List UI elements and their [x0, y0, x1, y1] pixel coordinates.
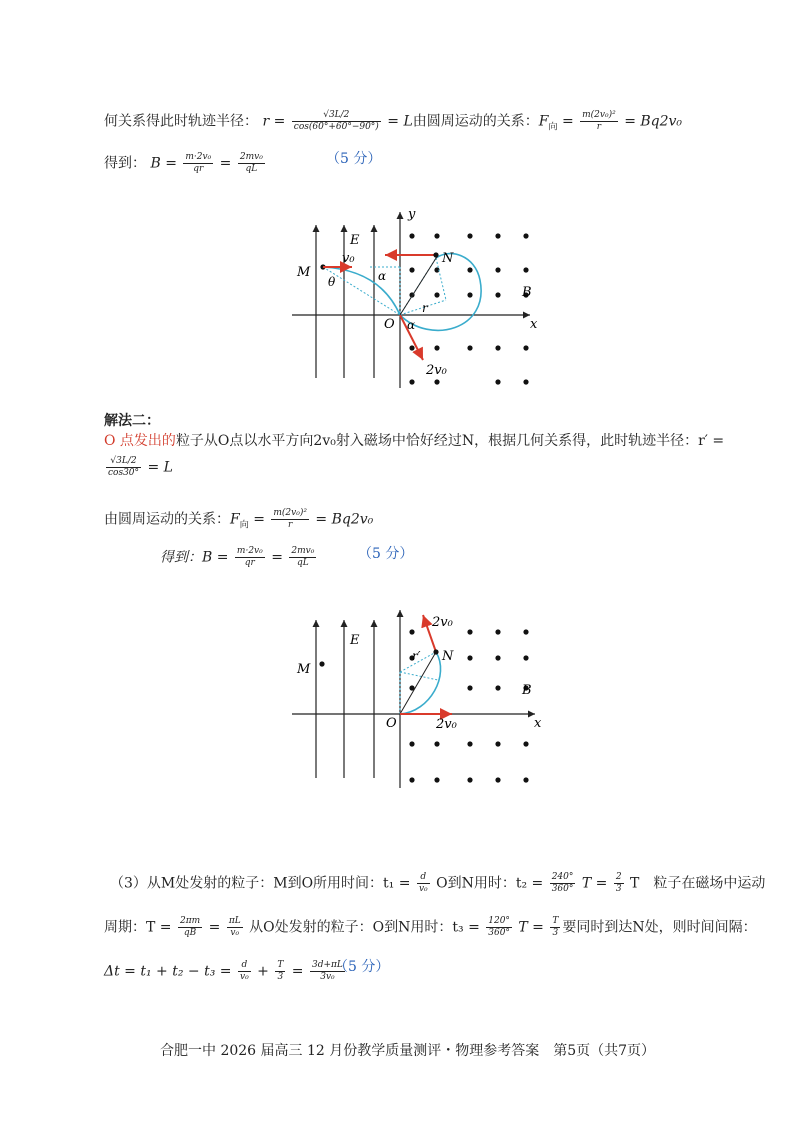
solution-line-radius [104, 110, 682, 136]
denominator: r [288, 520, 293, 530]
denominator: qr [244, 558, 255, 568]
formula: T = [518, 919, 544, 936]
formula: B = [150, 155, 177, 172]
label-m: M [297, 265, 311, 280]
formula: = Bq2v₀ [315, 511, 374, 528]
denominator: v₀ [230, 928, 240, 938]
numerator: m(2v₀)² [273, 508, 307, 518]
denominator: qL [296, 558, 309, 568]
text: 得到：B = [160, 549, 229, 566]
fraction [227, 916, 243, 939]
fraction [183, 152, 213, 175]
label-n: N [442, 251, 454, 266]
score-label: （5 分） [326, 151, 382, 167]
denominator: qL [245, 164, 258, 174]
figure-2-diagram [280, 600, 560, 800]
numerator: √3L/2 [106, 456, 141, 468]
numerator: √3L/2 [292, 110, 381, 122]
label-r: r [422, 301, 428, 315]
label-o: O [386, 716, 397, 731]
formula: = L [387, 113, 413, 130]
label-n: N [442, 649, 454, 664]
formula: + [257, 963, 269, 980]
text: 得到： [104, 155, 146, 172]
numerator: 240° [551, 872, 574, 882]
label-theta: θ [328, 275, 336, 289]
numerator: 2 [615, 872, 622, 882]
formula: = Bq2v₀ [624, 113, 683, 130]
line-on [400, 255, 438, 315]
point-n [433, 649, 438, 654]
fraction [106, 456, 141, 479]
fraction [550, 872, 576, 895]
numerator: 120° [488, 916, 510, 926]
text: 何关系得此时轨迹半径： [104, 113, 258, 130]
label-e: E [350, 233, 360, 248]
denominator: v₀ [418, 884, 428, 894]
label-b: B [522, 683, 532, 698]
numerator: 3d+πL [311, 960, 343, 970]
denominator: 3 [615, 884, 622, 894]
numerator: d [417, 872, 430, 884]
fraction [550, 916, 560, 939]
formula: T = [581, 875, 608, 892]
label-x: x [534, 716, 542, 731]
fraction [292, 110, 381, 133]
text: （3）从M处发射的粒子：M到O所用时间：t₁ = [110, 875, 411, 892]
solution-line-b [104, 152, 267, 175]
label-m: M [297, 662, 311, 677]
subscript: 向 [239, 520, 249, 531]
denominator: cos30° [108, 468, 140, 478]
formula: r = [262, 113, 286, 130]
formula: = [219, 155, 232, 172]
formula: = [208, 919, 221, 936]
numerator: m·2v₀ [185, 152, 212, 162]
figure-1-diagram [280, 200, 560, 400]
numerator: m·2v₀ [236, 546, 263, 556]
subscript: 向 [548, 122, 558, 133]
text: T 粒子在磁场中运动 [630, 875, 766, 892]
fraction [178, 916, 202, 939]
fraction [238, 152, 265, 175]
numerator: T [277, 960, 284, 970]
label-2v0-top: 2v₀ [432, 615, 453, 630]
text: 从O处发射的粒子：O到N用时：t₃ = [249, 919, 480, 936]
label-2v0: 2v₀ [436, 717, 457, 732]
page-footer: 合肥一中 2026 届高三 12 月份教学质量测评・物理参考答案 第5页（共7页） [160, 1043, 656, 1059]
method-2-text [104, 432, 724, 450]
fraction [417, 872, 430, 895]
denominator: r [596, 122, 602, 132]
denominator: cos(60°+60°−90°) [293, 122, 379, 132]
label-x: x [530, 317, 538, 332]
formula: F [538, 113, 549, 130]
denominator: v₀ [239, 972, 249, 982]
numerator: d [238, 960, 251, 972]
denominator: 360° [551, 884, 574, 894]
label-y: y [408, 207, 416, 222]
label-v0: v₀ [342, 251, 355, 266]
magnetic-field-dots [409, 629, 528, 782]
label-e: E [350, 633, 360, 648]
method-2-heading: 解法二： [104, 413, 160, 429]
denominator: 3v₀ [320, 972, 335, 982]
fraction [580, 110, 618, 133]
label-b: B [522, 285, 532, 300]
numerator: T [552, 916, 559, 926]
text: 由圆周运动的关系： [104, 511, 230, 528]
point-m [319, 661, 324, 666]
numerator: 2mv₀ [291, 546, 315, 556]
numerator: m(2v₀)² [582, 110, 616, 120]
formula: Δt = t₁ + t₂ − t₃ = [104, 963, 232, 980]
fraction [275, 960, 285, 983]
fraction [614, 872, 624, 895]
label-2v0: 2v₀ [426, 363, 447, 378]
label-alpha2: α [407, 318, 416, 332]
method-2-result: 得到：B = $\frac{\text{m·2v₀}}{qr}$ = $\frac{\text{2mv₀}}{qL}$ [160, 546, 315, 568]
highlighted-text: O 点发出的 [104, 433, 176, 449]
fraction [238, 960, 251, 983]
fraction [289, 546, 316, 569]
label-r-prime: r′ [412, 649, 421, 663]
point-n [433, 252, 438, 257]
fraction [271, 508, 309, 531]
text: 粒子从O点以水平方向2v₀射入磁场中恰好经过N，根据几何关系得，此时轨迹半径：r′ = [175, 433, 725, 449]
numerator: 2πm [179, 916, 201, 926]
text: O到N用时：t₂ = [436, 875, 544, 892]
fraction [235, 546, 265, 569]
text: 周期：T = [104, 919, 172, 936]
part-3-line-2 [104, 916, 757, 939]
formula: = L [147, 459, 173, 476]
denominator: 3 [277, 972, 284, 982]
method-2-radius [104, 456, 173, 479]
label-alpha: α [378, 269, 387, 283]
formula: = [561, 113, 574, 130]
numerator: 2mv₀ [239, 152, 263, 162]
text: 要同时到达N处，则时间间隔： [562, 919, 757, 936]
method-2-force: 由圆周运动的关系：$F_向$ = $\frac{\text{m(2v₀)²}}{r}$ = Bq2v₀ [104, 508, 374, 531]
formula: F [230, 511, 240, 528]
numerator: πL [228, 916, 241, 926]
label-o: O [384, 317, 395, 332]
denominator: 3 [552, 928, 559, 938]
part-3-line-1 [110, 872, 765, 895]
text: 由圆周运动的关系： [412, 113, 539, 130]
part-3-line-3 [104, 960, 347, 983]
formula: = [291, 963, 304, 980]
score-label: （5 分） [358, 546, 414, 562]
denominator: 360° [488, 928, 510, 938]
denominator: qB [183, 928, 197, 938]
denominator: qr [193, 164, 204, 174]
fraction [486, 916, 512, 939]
score-label: （5 分） [334, 959, 390, 975]
